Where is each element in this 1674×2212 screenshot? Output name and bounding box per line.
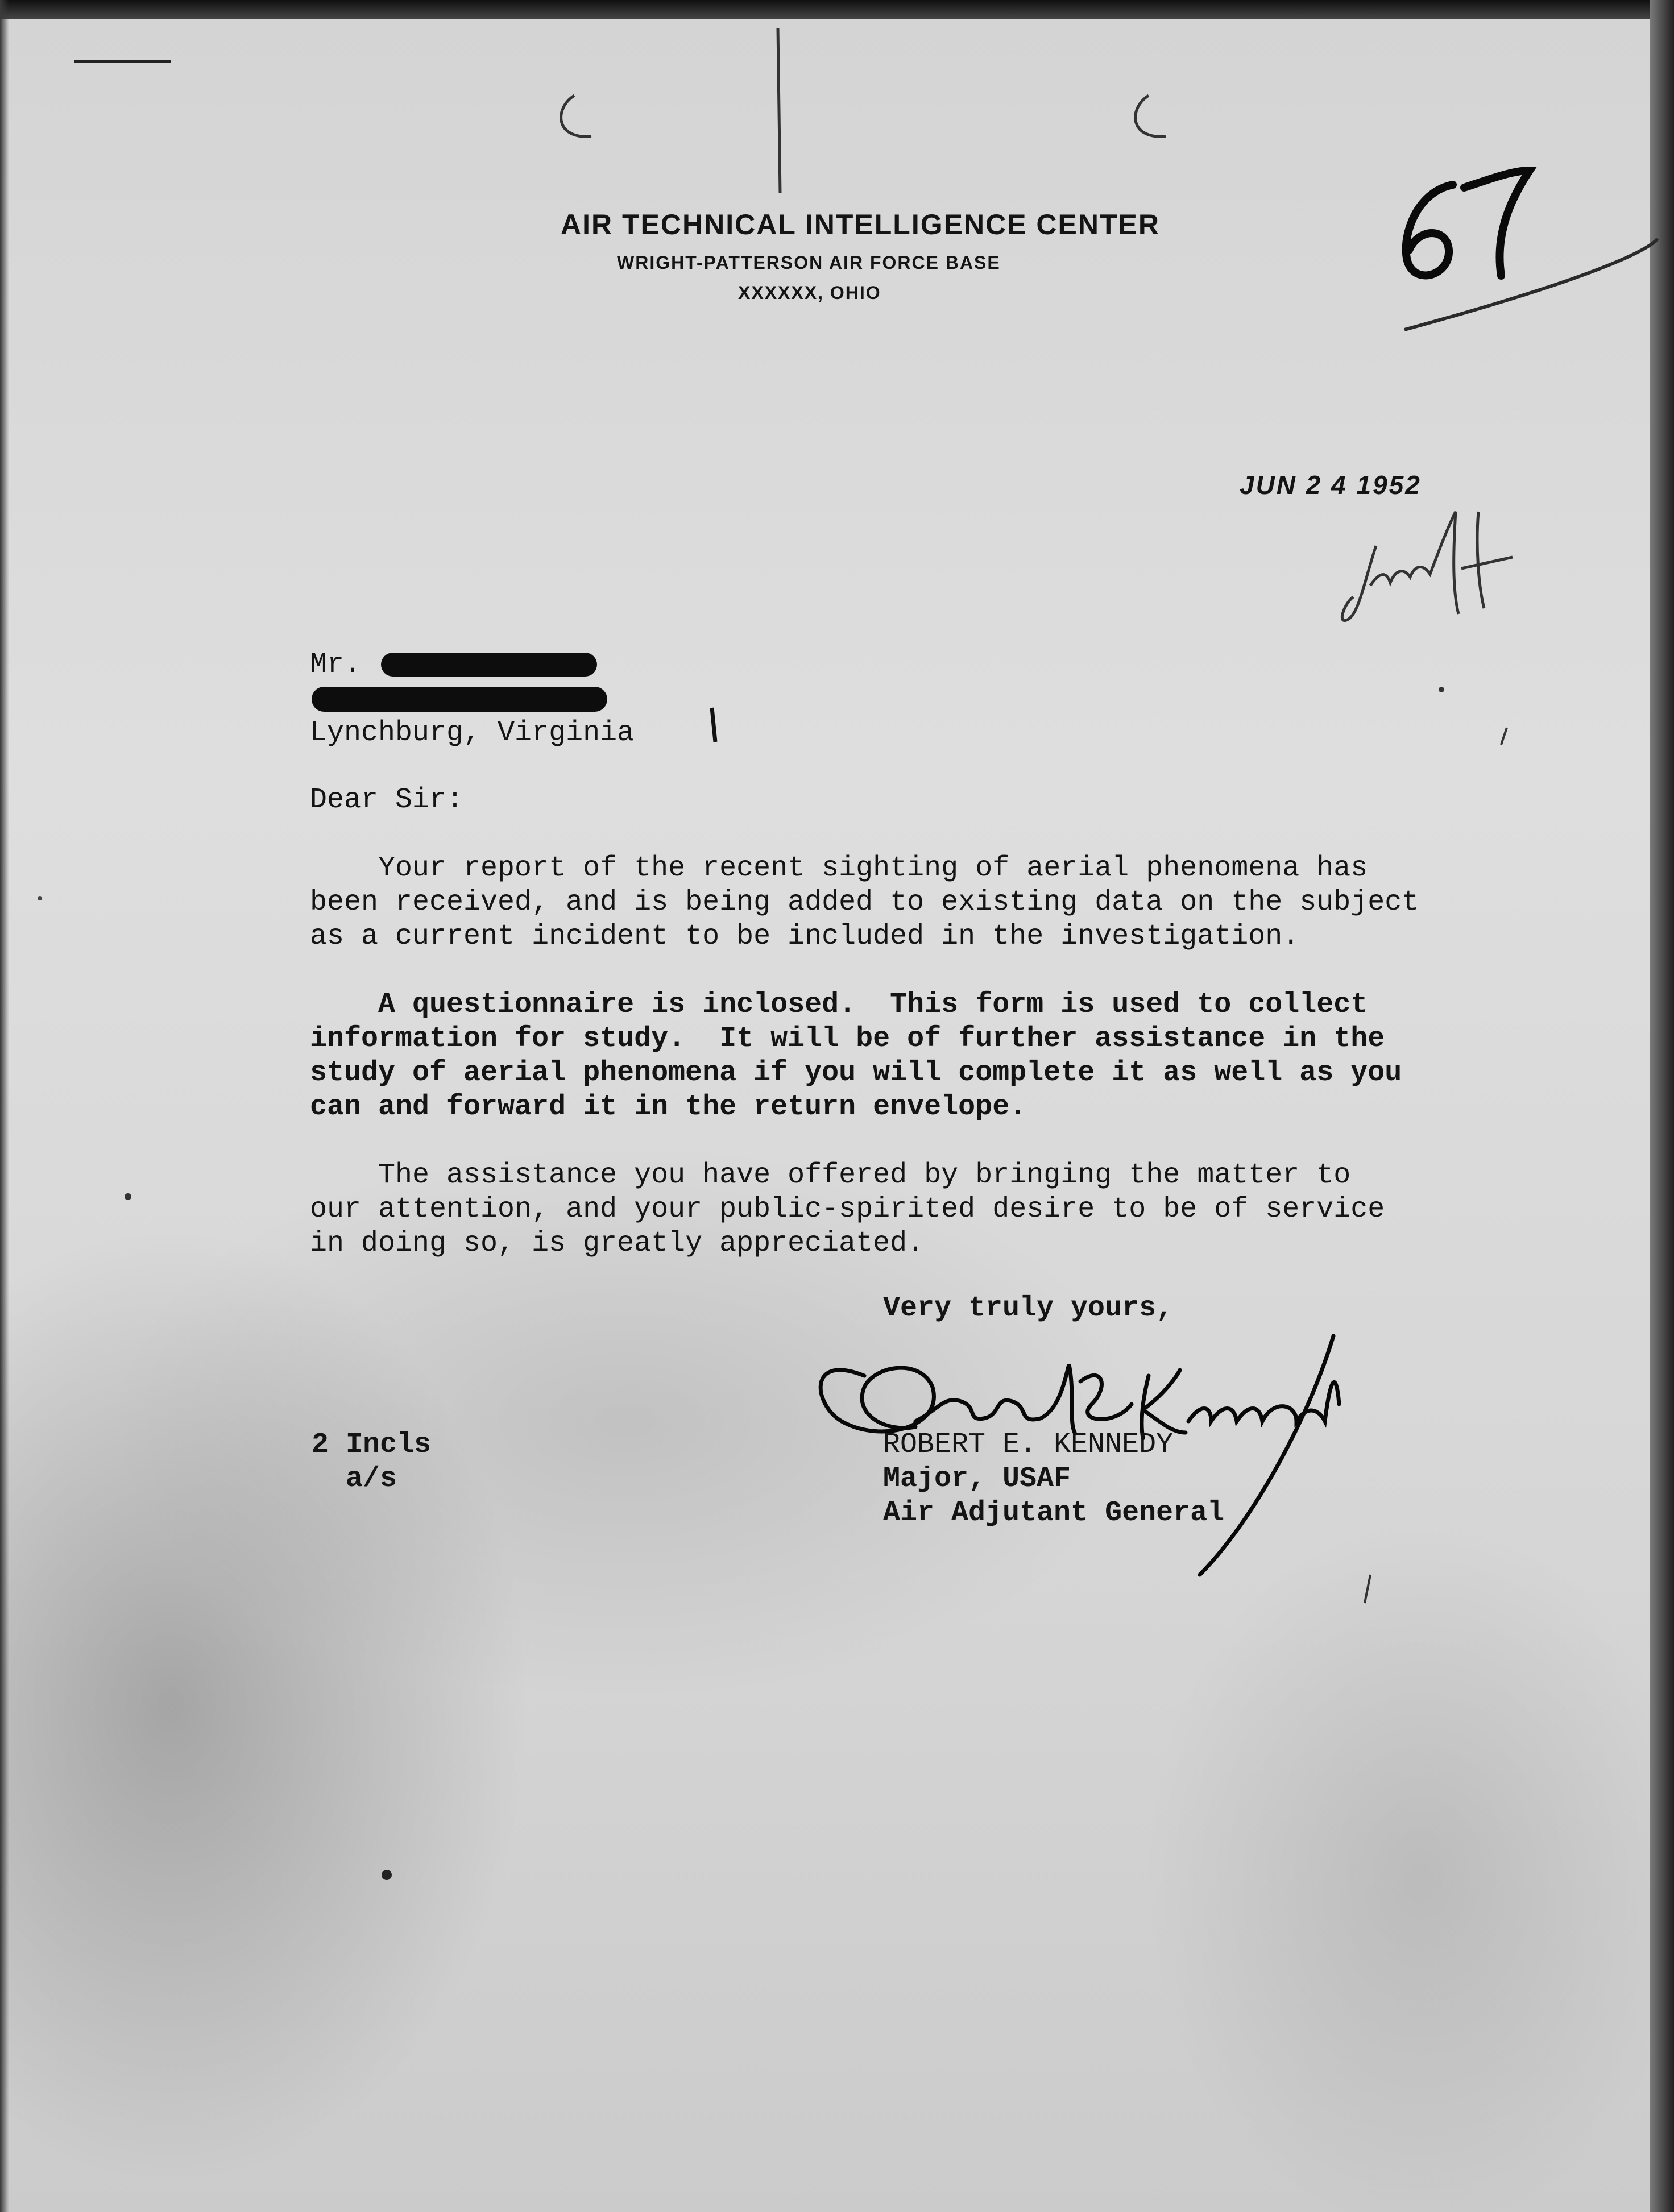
closing: Very truly yours, (883, 1292, 1174, 1325)
signer-rank: Major, USAF (883, 1463, 1071, 1495)
scan-edge-right (1650, 0, 1674, 2212)
scan-edge-top (0, 0, 1674, 19)
paragraph-2-line-1: A questionnaire is inclosed. This form is used to collect (310, 989, 1368, 1021)
redaction-name (381, 653, 597, 677)
paragraph-1-line-3: as a current incident to be included in the investigation. (310, 920, 1300, 953)
signer-title: Air Adjutant General (883, 1497, 1225, 1529)
paragraph-2-line-4: can and forward it in the return envelope. (310, 1091, 1027, 1123)
paragraph-1-line-2: been received, and is being added to existing data on the subject (310, 886, 1419, 919)
paragraph-2-line-3: study of aerial phenomena if you will complete it as well as you (310, 1057, 1402, 1089)
enclosures-count: 2 Incls (312, 1429, 432, 1461)
paragraph-3-line-3: in doing so, is greatly appreciated. (310, 1227, 925, 1260)
letterhead-base: WRIGHT-PATTERSON AIR FORCE BASE (617, 252, 1001, 273)
address-city: Lynchburg, Virginia (310, 717, 635, 749)
struck-city: XXXXXX (738, 283, 818, 303)
paragraph-3-line-1: The assistance you have offered by bringing the matter to (310, 1159, 1351, 1192)
redaction-street (312, 687, 607, 712)
letterhead-state: , OHIO (818, 283, 881, 303)
signer-name: ROBERT E. KENNEDY (883, 1429, 1174, 1461)
salutation: Dear Sir: (310, 784, 464, 816)
date-stamp: JUN 2 4 1952 (1240, 470, 1422, 500)
paragraph-1-line-1: Your report of the recent sighting of aerial phenomena has (310, 852, 1368, 885)
letterhead-location (738, 283, 881, 304)
address-salutation-prefix: Mr. (310, 649, 362, 681)
letterhead-org: AIR TECHNICAL INTELLIGENCE CENTER (561, 209, 1160, 240)
paragraph-2-line-2: information for study. It will be of further assistance in the (310, 1023, 1385, 1055)
scan-edge-left (0, 0, 9, 2212)
enclosures-note: a/s (346, 1463, 397, 1495)
paragraph-3-line-2: our attention, and your public-spirited desire to be of service (310, 1193, 1385, 1226)
